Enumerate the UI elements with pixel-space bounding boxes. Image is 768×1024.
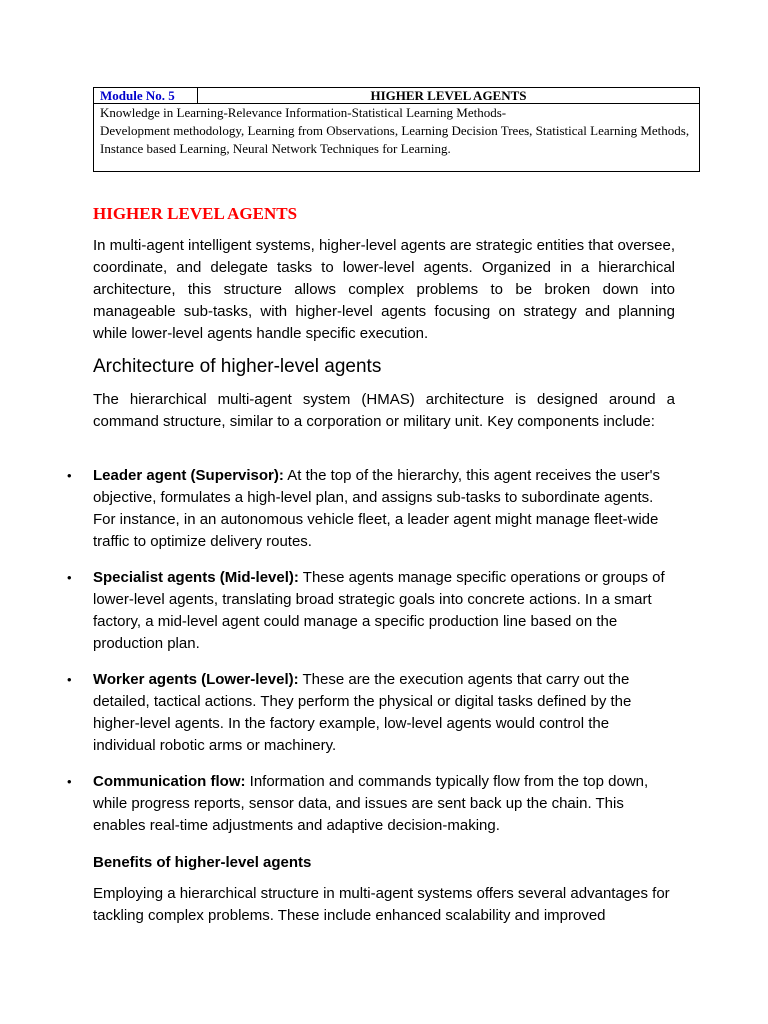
list-item	[67, 567, 675, 655]
list-item	[67, 669, 675, 757]
module-description-line-1: Knowledge in Learning-Relevance Information-Statistical Learning Methods-	[100, 105, 507, 120]
benefits-heading: Benefits of higher-level agents	[93, 854, 312, 871]
bullet-icon: •	[67, 672, 72, 687]
architecture-intro-paragraph: The hierarchical multi-agent system (HMAS) architecture is designed around a command structure, similar to a corporation or military unit. Key components include:	[93, 391, 675, 430]
component-term: Worker agents (Lower-level):	[93, 671, 299, 688]
bullet-icon: •	[67, 570, 72, 585]
module-description	[94, 104, 699, 171]
list-item	[67, 465, 675, 553]
component-text: These are the execution agents that carry out the detailed, tactical actions. They perform the physical or digital tasks defined by the higher-level agents. In the factory example, low-level agents would control the individual robotic arms or machinery.	[93, 671, 632, 754]
architecture-heading: Architecture of higher-level agents	[93, 356, 382, 377]
component-text: These agents manage specific operations or groups of lower-level agents, translating broad strategic goals into concrete actions. In a smart factory, a mid-level agent could manage a specific production line based on the production plan.	[93, 569, 665, 652]
intro-paragraph: In multi-agent intelligent systems, higher-level agents are strategic entities that oversee, coordinate, and delegate tasks to lower-level agents. Organized in a hierarchical architecture, this structure allows complex problems to be broken down into manageable sub-tasks, with higher-level agents focusing on strategy and planning while lower-level agents handle specific execution.	[93, 237, 675, 342]
module-number: Module No. 5	[94, 88, 198, 103]
component-text: At the top of the hierarchy, this agent receives the user's objective, formulates a high-level plan, and assigns sub-tasks to subordinate agents. For instance, in an autonomous vehicle fleet, a leader agent might manage fleet-wide traffic to optimize delivery routes.	[93, 467, 661, 550]
module-info-table	[93, 87, 700, 172]
module-title: HIGHER LEVEL AGENTS	[370, 88, 527, 103]
bullet-icon: •	[67, 468, 72, 483]
benefits-paragraph: Employing a hierarchical structure in multi-agent systems offers several advantages for tackling complex problems. These include enhanced scalability and improved	[93, 885, 670, 924]
list-item	[67, 771, 675, 837]
main-heading: HIGHER LEVEL AGENTS	[93, 204, 298, 223]
module-description-line-2: Development methodology, Learning from Observations, Learning Decision Trees, Statistical Learning Methods, Instance based Learning, Neural Network Techniques for Learning.	[100, 123, 690, 156]
component-term: Leader agent (Supervisor):	[93, 467, 284, 484]
component-term: Communication flow:	[93, 773, 246, 790]
module-header-row	[94, 88, 699, 104]
component-text: Information and commands typically flow from the top down, while progress reports, sensor data, and issues are sent back up the chain. This enables real-time adjustments and adaptive decision-making.	[93, 773, 649, 834]
component-term: Specialist agents (Mid-level):	[93, 569, 299, 586]
bullet-icon: •	[67, 774, 72, 789]
